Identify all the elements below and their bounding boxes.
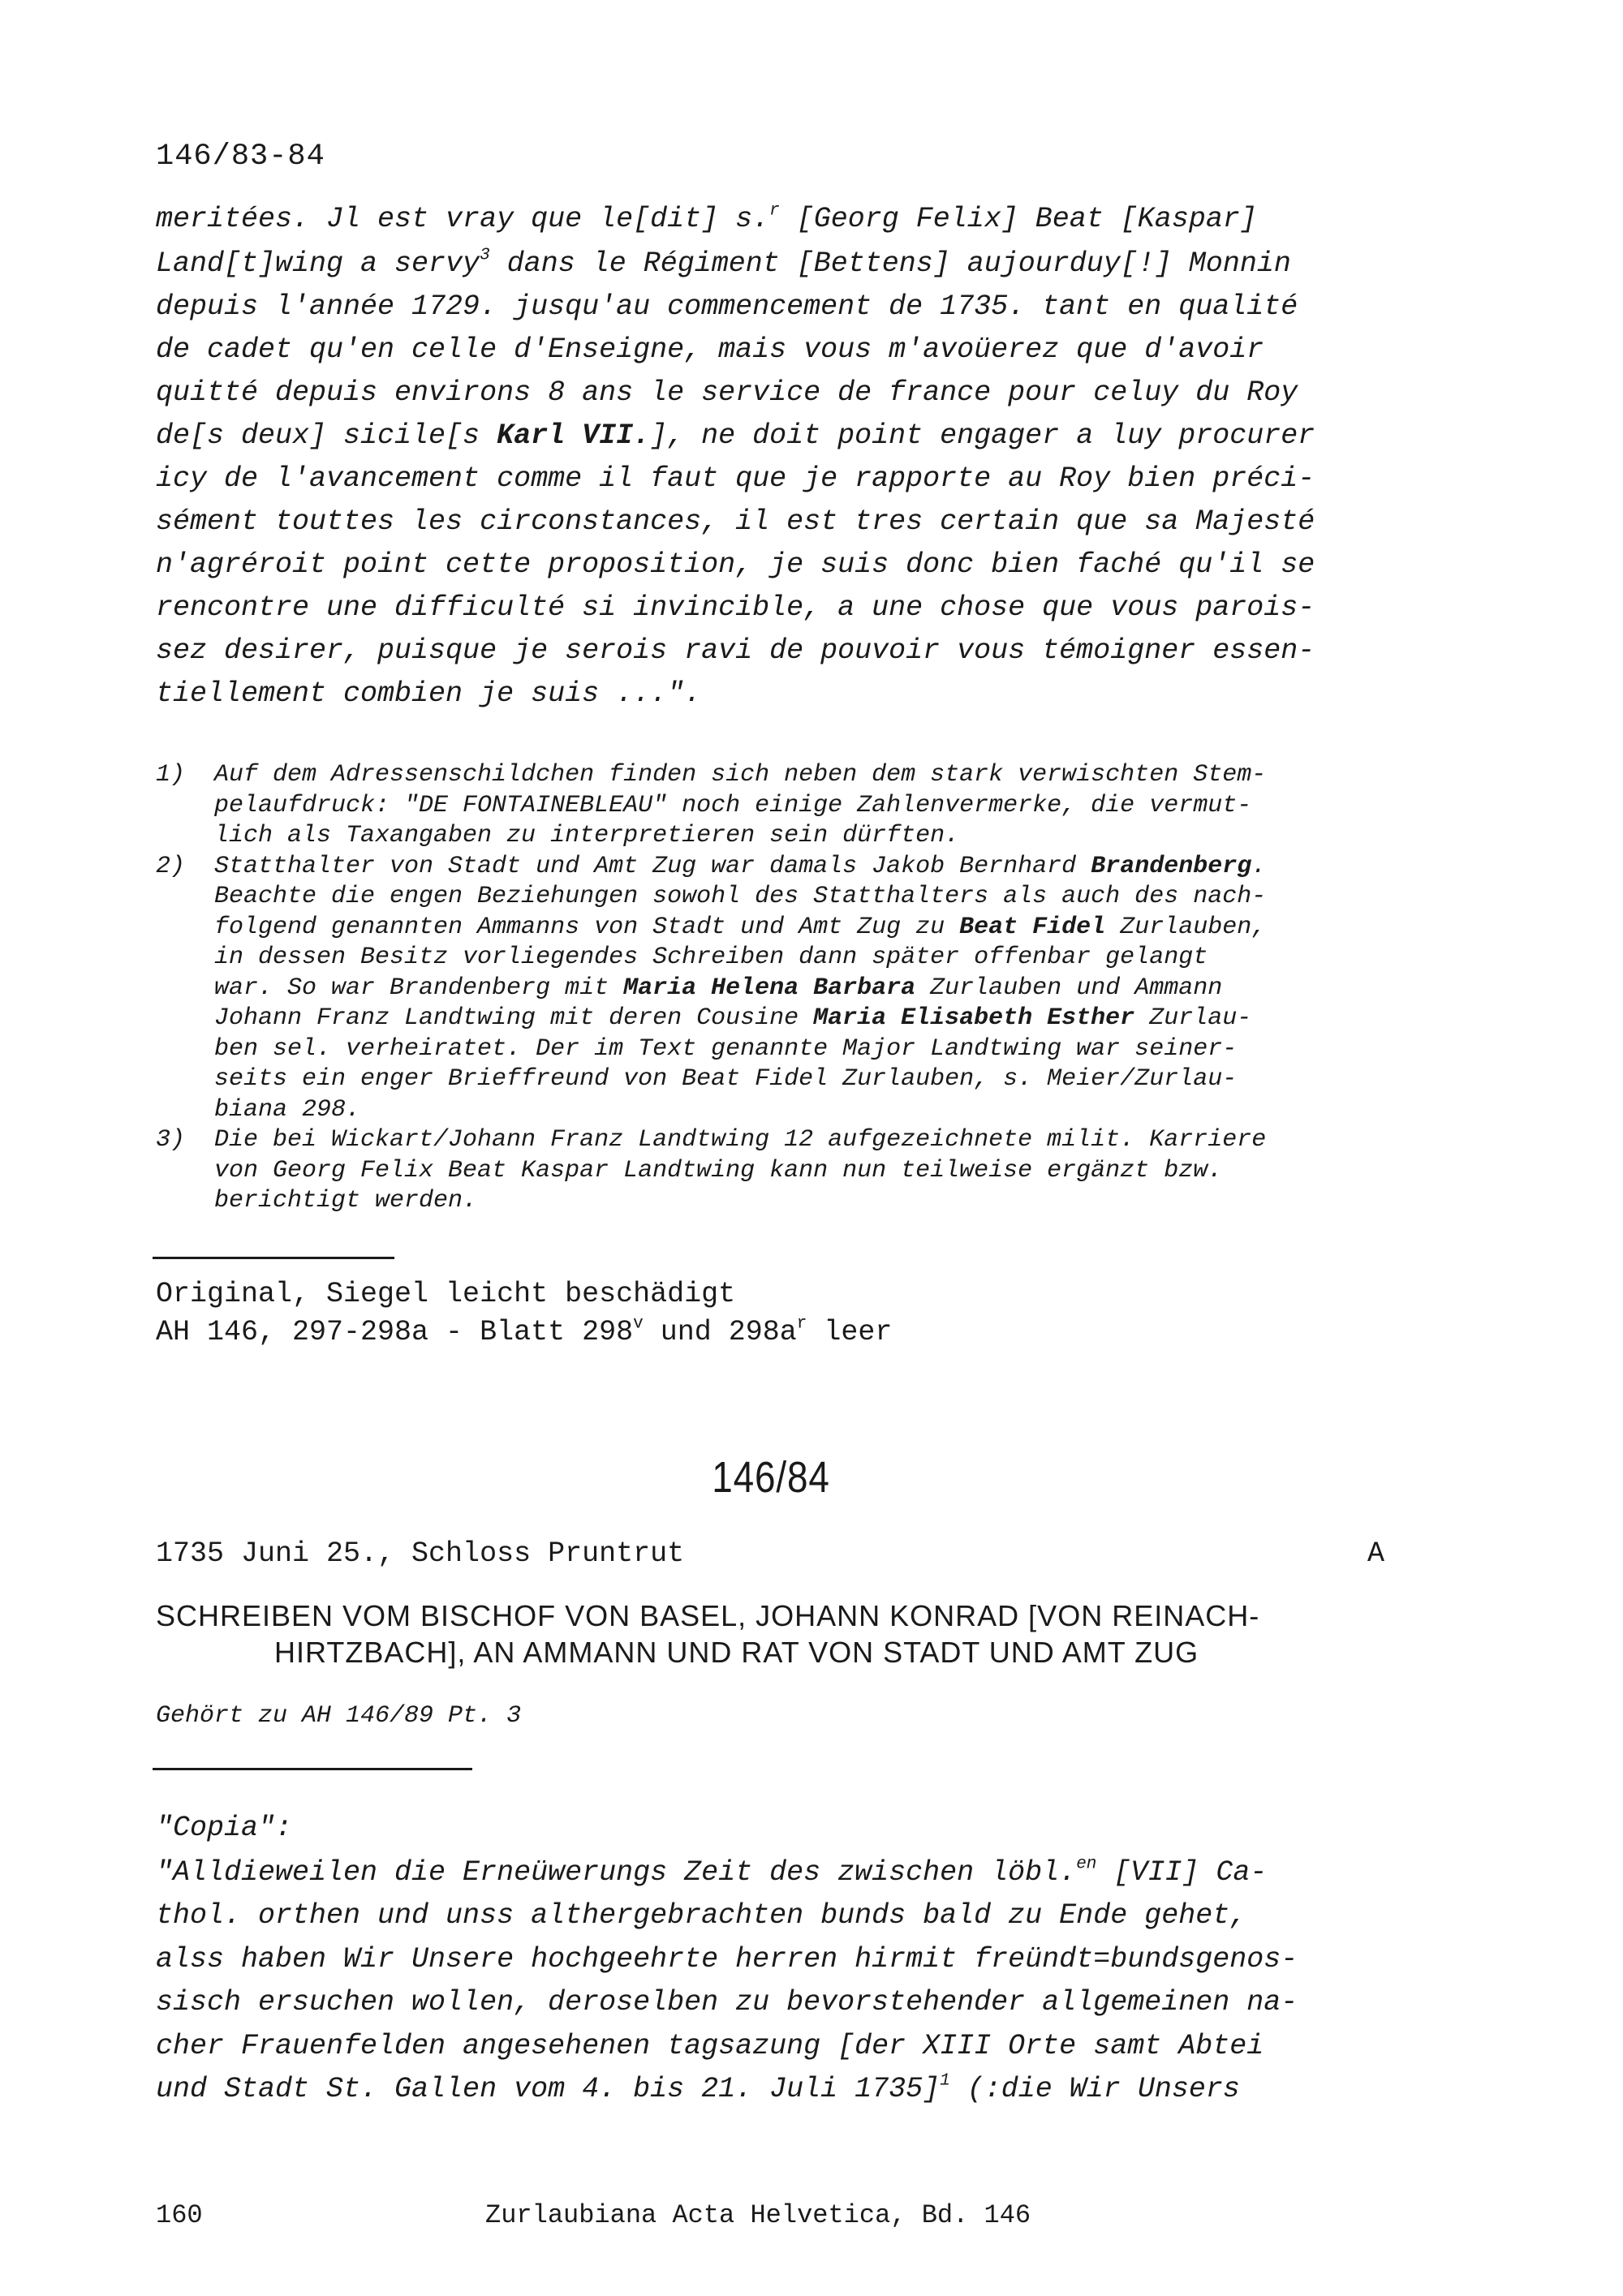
document-marker: A	[1367, 1537, 1385, 1570]
footnote-divider	[153, 1257, 394, 1259]
superscript: v	[633, 1314, 644, 1334]
footnote-line	[214, 761, 1266, 789]
superscript: 1	[940, 2071, 950, 2091]
document-text-line	[156, 1943, 1298, 1976]
text-run: thol. orthen und unss althergebrachten bunds bald zu Ende gehet,	[156, 1899, 1247, 1932]
text-run: Die bei Wickart/Johann Franz Landtwing 12 aufgezeichnete milit. Karriere	[214, 1126, 1267, 1154]
footnote-line	[214, 974, 1222, 1002]
text-run: lich als Taxangaben zu interpretieren sein dürften.	[214, 822, 960, 849]
text-run: leer	[807, 1316, 893, 1348]
text-run: Zurlau-	[1134, 1004, 1252, 1032]
footnote-line	[214, 1126, 1266, 1154]
text-run: pelaufdruck: "DE FONTAINEBLEAU" noch einige Zahlenvermerke, die vermut-	[214, 791, 1252, 819]
superscript: 3	[480, 246, 490, 265]
letter-line	[156, 505, 1315, 538]
source-description	[156, 1278, 735, 1310]
text-run: sément touttes les circonstances, il est tres certain que sa Majesté	[156, 505, 1315, 538]
footnote-number: 3)	[156, 1126, 186, 1154]
text-run: Auf dem Adressenschildchen finden sich neben dem stark verwischten Stem-	[214, 761, 1267, 789]
text-run: sez desirer, puisque je serois ravi de pouvoir vous témoigner essen-	[156, 634, 1315, 667]
text-run: Statthalter von Stadt und Amt Zug war damals Jakob Bernhard	[214, 852, 1091, 880]
text-run: (:die Wir Unsers	[949, 2073, 1240, 2105]
text-run: biana 298.	[214, 1095, 361, 1124]
text-run: ben sel. verheiratet. Der im Text genannte Major Landtwing war seiner-	[214, 1034, 1238, 1063]
bold-name: Karl VII.	[497, 419, 651, 452]
footnote-line	[214, 1096, 360, 1124]
superscript: r	[796, 1314, 807, 1334]
text-run: depuis l'année 1729. jusqu'au commencement de 1735. tant en qualité	[156, 290, 1298, 323]
document-text-line	[156, 2073, 1240, 2105]
text-run: Original, Siegel leicht beschädigt	[156, 1278, 736, 1310]
letter-line	[156, 462, 1315, 495]
text-run: von Georg Felix Beat Kaspar Landtwing kann nun teilweise ergänzt bzw.	[214, 1156, 1223, 1185]
bold-name: Maria Helena Barbara	[623, 974, 916, 1002]
publication-title: Zurlaubiana Acta Helvetica, Bd. 146	[485, 2200, 1031, 2230]
footnote-number: 2)	[156, 852, 186, 880]
text-run: Zurlauben und Ammann	[915, 974, 1223, 1002]
superscript: r	[769, 201, 780, 221]
text-run: ], ne doit point engager a luy procurer	[650, 419, 1315, 452]
text-run: Beachte die engen Beziehungen sowohl des Statthalters als auch des nach-	[214, 883, 1267, 910]
document-number: 146/84	[712, 1453, 830, 1502]
text-run: meritées. Jl est vray que le[dit] s.	[156, 203, 770, 235]
text-run: dans le Régiment [Bettens] aujourduy[!] Monnin	[489, 247, 1291, 280]
text-run: alss haben Wir Unsere hochgeehrte herren hirmit freündt=bundsgenos-	[156, 1943, 1298, 1976]
footnote-line	[214, 1187, 477, 1215]
letter-line	[156, 203, 1257, 235]
text-run: Zurlauben,	[1105, 913, 1267, 941]
text-run: "Copia":	[156, 1812, 293, 1844]
text-run: folgend genannten Ammanns von Stadt und Amt Zug zu	[214, 913, 960, 941]
text-run: de cadet qu'en celle d'Enseigne, mais vous m'avoüerez que d'avoir	[156, 333, 1264, 366]
document-text-line	[156, 2030, 1264, 2062]
text-run: berichtigt werden.	[214, 1187, 478, 1215]
document-text-line	[156, 1899, 1246, 1932]
document-date-place: 1735 Juni 25., Schloss Pruntrut	[156, 1537, 685, 1570]
footnote-line	[214, 822, 959, 849]
letter-line	[156, 290, 1298, 323]
letter-line	[156, 548, 1315, 581]
letter-line	[156, 677, 701, 710]
text-run: Land[t]wing a servy	[156, 247, 480, 280]
text-run: quitté depuis environs 8 ans le service de france pour celuy du Roy	[156, 376, 1298, 409]
text-run: [VII] Ca-	[1096, 1856, 1268, 1889]
letter-line	[156, 247, 1291, 280]
header-divider	[153, 1768, 472, 1770]
text-run: war. So war Brandenberg mit	[214, 974, 624, 1002]
footnote-line	[214, 1065, 1237, 1093]
footnote-line	[214, 1004, 1251, 1032]
page-number: 160	[156, 2200, 203, 2230]
letter-line	[156, 376, 1298, 409]
document-text-line	[156, 1812, 292, 1844]
text-run: de[s deux] sicile[s	[156, 419, 497, 452]
text-run: in dessen Besitz vorliegendes Schreiben dann später offenbar gelangt	[214, 944, 1208, 971]
bold-name: Brandenberg	[1091, 852, 1252, 880]
text-run: .	[1251, 852, 1267, 880]
text-run: cher Frauenfelden angesehenen tagsazung [der XIII Orte samt Abtei	[156, 2030, 1264, 2062]
footnote-line	[214, 944, 1208, 971]
text-run: und 298a	[643, 1316, 797, 1348]
footnote-line	[214, 883, 1266, 910]
text-run: seits ein enger Brieffreund von Beat Fidel Zurlauben, s. Meier/Zurlau-	[214, 1065, 1238, 1093]
document-text-line	[156, 1856, 1267, 1889]
text-run: AH 146, 297-298a - Blatt 298	[156, 1316, 634, 1348]
footnote-line	[214, 1157, 1222, 1185]
document-text-line	[156, 1986, 1298, 2019]
letter-line	[156, 419, 1315, 452]
text-run: "Alldieweilen die Erneüwerungs Zeit des zwischen löbl.	[156, 1856, 1077, 1889]
footnote-number: 1)	[156, 761, 186, 789]
running-head: 146/83-84	[156, 140, 325, 174]
text-run: rencontre une difficulté si invincible, a une chose que vous parois-	[156, 591, 1315, 624]
letter-line	[156, 634, 1315, 667]
document-title-line-1: SCHREIBEN VOM BISCHOF VON BASEL, JOHANN KONRAD [VON REINACH-	[156, 1599, 1260, 1632]
text-run: und Stadt St. Gallen vom 4. bis 21. Juli 1735]	[156, 2073, 941, 2105]
text-run: sisch ersuchen wollen, deroselben zu bevorstehender allgemeinen na-	[156, 1986, 1298, 2019]
footnote-line	[214, 1035, 1237, 1063]
text-run: tiellement combien je suis ...".	[156, 677, 702, 710]
bold-name: Maria Elisabeth Esther	[813, 1004, 1135, 1032]
text-run: Johann Franz Landtwing mit deren Cousine	[214, 1004, 814, 1032]
text-run: [Georg Felix] Beat [Kaspar]	[779, 203, 1257, 235]
letter-line	[156, 591, 1315, 624]
text-run: icy de l'avancement comme il faut que je rapporte au Roy bien préci-	[156, 462, 1315, 495]
footnote-line	[214, 853, 1266, 880]
source-reference	[156, 1316, 892, 1348]
belongs-to-note: Gehört zu AH 146/89 Pt. 3	[156, 1702, 522, 1730]
footnote-line	[214, 792, 1251, 819]
document-title-line-2: HIRTZBACH], AN AMMANN UND RAT VON STADT UND AMT ZUG	[274, 1636, 1199, 1669]
footnote-line	[214, 914, 1266, 941]
bold-name: Beat Fidel	[959, 913, 1106, 941]
text-run: n'agréroit point cette proposition, je suis donc bien faché qu'il se	[156, 548, 1315, 581]
superscript: en	[1076, 1855, 1097, 1874]
letter-line	[156, 333, 1264, 366]
